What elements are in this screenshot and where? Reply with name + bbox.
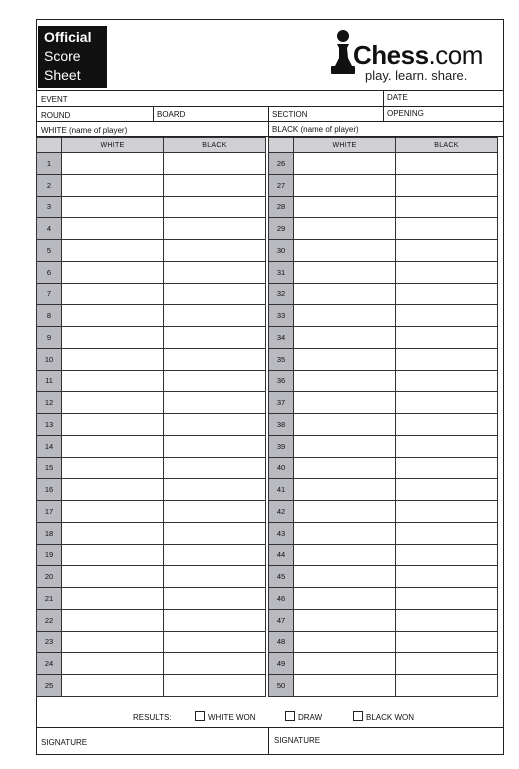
white-move-cell[interactable] — [294, 392, 396, 414]
black-move-cell[interactable] — [396, 435, 498, 457]
white-move-cell[interactable] — [294, 261, 396, 283]
move-number: 7 — [37, 283, 62, 305]
white-move-cell[interactable] — [294, 544, 396, 566]
black-move-cell[interactable] — [396, 457, 498, 479]
move-row — [37, 305, 266, 327]
white-move-cell[interactable] — [62, 218, 164, 240]
white-move-cell[interactable] — [62, 305, 164, 327]
white-move-cell[interactable] — [62, 240, 164, 262]
black-move-cell[interactable] — [164, 174, 266, 196]
move-number: 28 — [269, 196, 294, 218]
move-number: 20 — [37, 566, 62, 588]
draw-checkbox[interactable] — [285, 711, 295, 721]
logo-wordmark — [353, 40, 483, 71]
move-number: 29 — [269, 218, 294, 240]
white-move-cell[interactable] — [294, 283, 396, 305]
white-move-cell[interactable] — [62, 283, 164, 305]
white-move-cell[interactable] — [294, 414, 396, 436]
black-move-cell[interactable] — [164, 348, 266, 370]
logo-tagline: play. learn. share. — [365, 68, 468, 83]
move-number: 50 — [269, 675, 294, 697]
white-move-cell[interactable] — [62, 327, 164, 349]
white-move-cell[interactable] — [62, 479, 164, 501]
black-move-cell[interactable] — [164, 522, 266, 544]
badge-line-3: Sheet — [44, 67, 81, 83]
black-move-cell[interactable] — [396, 392, 498, 414]
black-won-label: BLACK WON — [366, 713, 415, 722]
move-number: 6 — [37, 261, 62, 283]
move-row — [269, 196, 498, 218]
move-row — [269, 327, 498, 349]
black-move-cell[interactable] — [396, 370, 498, 392]
move-number: 12 — [37, 392, 62, 414]
black-won-checkbox[interactable] — [353, 711, 363, 721]
date-field[interactable]: DATE — [387, 93, 408, 102]
move-number: 19 — [37, 544, 62, 566]
move-number: 23 — [37, 631, 62, 653]
move-number: 24 — [37, 653, 62, 675]
white-move-cell[interactable] — [62, 153, 164, 175]
black-move-cell[interactable] — [164, 305, 266, 327]
move-number: 33 — [269, 305, 294, 327]
move-row — [37, 174, 266, 196]
white-move-cell[interactable] — [294, 218, 396, 240]
moves-body-left — [37, 153, 266, 697]
white-move-cell[interactable] — [294, 153, 396, 175]
divider — [37, 106, 503, 107]
black-move-cell[interactable] — [396, 588, 498, 610]
move-row — [269, 392, 498, 414]
move-row — [37, 261, 266, 283]
black-move-cell[interactable] — [164, 457, 266, 479]
moves-table-left — [36, 137, 266, 697]
move-number: 39 — [269, 435, 294, 457]
move-number: 47 — [269, 609, 294, 631]
move-number: 34 — [269, 327, 294, 349]
move-number: 10 — [37, 348, 62, 370]
move-row — [37, 283, 266, 305]
black-move-cell[interactable] — [396, 414, 498, 436]
move-number: 25 — [37, 675, 62, 697]
move-number: 26 — [269, 153, 294, 175]
move-row — [37, 479, 266, 501]
move-number: 31 — [269, 261, 294, 283]
move-row — [37, 544, 266, 566]
black-player-field[interactable]: BLACK (name of player) — [272, 125, 359, 134]
section-field[interactable]: SECTION — [272, 110, 308, 119]
move-row — [269, 414, 498, 436]
white-move-cell[interactable] — [294, 609, 396, 631]
results-row — [37, 707, 503, 728]
move-number: 38 — [269, 414, 294, 436]
signature-left-field[interactable]: SIGNATURE — [41, 738, 88, 747]
black-move-cell[interactable] — [164, 153, 266, 175]
move-number: 27 — [269, 174, 294, 196]
black-move-cell[interactable] — [164, 588, 266, 610]
white-move-cell[interactable] — [294, 348, 396, 370]
black-move-cell[interactable] — [164, 544, 266, 566]
move-number: 4 — [37, 218, 62, 240]
black-move-cell[interactable] — [396, 174, 498, 196]
black-move-cell[interactable] — [164, 327, 266, 349]
move-number: 36 — [269, 370, 294, 392]
move-row — [37, 501, 266, 523]
black-move-cell[interactable] — [396, 218, 498, 240]
divider — [268, 727, 269, 755]
results-label: RESULTS: — [133, 713, 172, 722]
move-number: 32 — [269, 283, 294, 305]
black-move-cell[interactable] — [164, 479, 266, 501]
move-row — [269, 609, 498, 631]
moves-table-right — [268, 137, 498, 697]
white-move-cell[interactable] — [294, 566, 396, 588]
white-move-cell[interactable] — [62, 392, 164, 414]
white-move-cell[interactable] — [294, 196, 396, 218]
white-column-header: WHITE — [62, 138, 164, 153]
move-row — [269, 261, 498, 283]
black-move-cell[interactable] — [396, 501, 498, 523]
header — [37, 20, 503, 91]
move-number: 16 — [37, 479, 62, 501]
logo-brand-main: Chess — [353, 40, 429, 70]
chess-com-logo — [327, 26, 487, 86]
move-number: 30 — [269, 240, 294, 262]
white-move-cell[interactable] — [62, 544, 164, 566]
move-row — [37, 435, 266, 457]
move-number-header — [37, 138, 62, 153]
white-move-cell[interactable] — [62, 653, 164, 675]
move-row — [269, 283, 498, 305]
divider — [268, 106, 269, 137]
move-number: 35 — [269, 348, 294, 370]
white-won-label: WHITE WON — [208, 713, 256, 722]
move-number: 18 — [37, 522, 62, 544]
official-score-sheet-badge — [38, 26, 107, 88]
white-move-cell[interactable] — [294, 305, 396, 327]
move-row — [37, 327, 266, 349]
divider — [383, 90, 384, 121]
move-row — [269, 544, 498, 566]
move-number: 14 — [37, 435, 62, 457]
move-row — [37, 218, 266, 240]
badge-line-2: Score — [44, 48, 81, 64]
black-move-cell[interactable] — [164, 653, 266, 675]
white-move-cell[interactable] — [62, 522, 164, 544]
move-row — [269, 653, 498, 675]
move-row — [269, 457, 498, 479]
black-move-cell[interactable] — [396, 240, 498, 262]
black-move-cell[interactable] — [396, 305, 498, 327]
move-number-header — [269, 138, 294, 153]
move-number: 48 — [269, 631, 294, 653]
black-move-cell[interactable] — [396, 196, 498, 218]
score-sheet — [36, 19, 504, 755]
white-move-cell[interactable] — [62, 196, 164, 218]
move-number: 3 — [37, 196, 62, 218]
move-number: 9 — [37, 327, 62, 349]
move-row — [37, 196, 266, 218]
white-move-cell[interactable] — [62, 631, 164, 653]
black-move-cell[interactable] — [396, 479, 498, 501]
draw-label: DRAW — [298, 713, 323, 722]
move-number: 2 — [37, 174, 62, 196]
black-move-cell[interactable] — [164, 283, 266, 305]
white-move-cell[interactable] — [62, 348, 164, 370]
white-move-cell[interactable] — [294, 653, 396, 675]
move-row — [37, 653, 266, 675]
move-row — [37, 392, 266, 414]
opening-field[interactable]: OPENING — [387, 109, 424, 118]
white-move-cell[interactable] — [294, 522, 396, 544]
move-row — [37, 153, 266, 175]
move-number: 1 — [37, 153, 62, 175]
black-move-cell[interactable] — [396, 283, 498, 305]
black-move-cell[interactable] — [164, 392, 266, 414]
move-row — [269, 588, 498, 610]
white-move-cell[interactable] — [62, 370, 164, 392]
move-row — [269, 435, 498, 457]
white-move-cell[interactable] — [62, 435, 164, 457]
move-number: 5 — [37, 240, 62, 262]
black-column-header: BLACK — [164, 138, 266, 153]
move-number: 8 — [37, 305, 62, 327]
white-move-cell[interactable] — [294, 370, 396, 392]
move-number: 11 — [37, 370, 62, 392]
move-number: 21 — [37, 588, 62, 610]
move-row — [269, 305, 498, 327]
move-row — [37, 348, 266, 370]
white-move-cell[interactable] — [62, 609, 164, 631]
move-row — [269, 240, 498, 262]
white-move-cell[interactable] — [62, 675, 164, 697]
move-number: 13 — [37, 414, 62, 436]
black-move-cell[interactable] — [396, 631, 498, 653]
move-number: 49 — [269, 653, 294, 675]
white-move-cell[interactable] — [294, 435, 396, 457]
black-move-cell[interactable] — [164, 501, 266, 523]
black-move-cell[interactable] — [396, 522, 498, 544]
white-move-cell[interactable] — [62, 261, 164, 283]
black-move-cell[interactable] — [164, 609, 266, 631]
black-move-cell[interactable] — [164, 196, 266, 218]
black-move-cell[interactable] — [164, 218, 266, 240]
black-move-cell[interactable] — [164, 675, 266, 697]
move-row — [269, 566, 498, 588]
black-move-cell[interactable] — [396, 675, 498, 697]
black-move-cell[interactable] — [164, 435, 266, 457]
black-move-cell[interactable] — [396, 653, 498, 675]
black-move-cell[interactable] — [164, 631, 266, 653]
move-number: 46 — [269, 588, 294, 610]
move-row — [37, 414, 266, 436]
move-row — [37, 609, 266, 631]
move-row — [269, 174, 498, 196]
move-number: 15 — [37, 457, 62, 479]
move-row — [37, 566, 266, 588]
event-field[interactable]: EVENT — [41, 95, 68, 104]
white-move-cell[interactable] — [294, 479, 396, 501]
white-column-header: WHITE — [294, 138, 396, 153]
white-move-cell[interactable] — [294, 327, 396, 349]
black-move-cell[interactable] — [396, 153, 498, 175]
move-number: 44 — [269, 544, 294, 566]
white-move-cell[interactable] — [294, 240, 396, 262]
black-move-cell[interactable] — [164, 566, 266, 588]
signature-right-field[interactable]: SIGNATURE — [274, 736, 321, 745]
move-row — [269, 522, 498, 544]
move-number: 22 — [37, 609, 62, 631]
move-row — [37, 457, 266, 479]
black-move-cell[interactable] — [164, 370, 266, 392]
black-column-header: BLACK — [396, 138, 498, 153]
white-move-cell[interactable] — [62, 457, 164, 479]
move-number: 41 — [269, 479, 294, 501]
move-row — [269, 348, 498, 370]
black-move-cell[interactable] — [164, 240, 266, 262]
white-move-cell[interactable] — [294, 174, 396, 196]
move-row — [37, 588, 266, 610]
white-move-cell[interactable] — [62, 414, 164, 436]
black-move-cell[interactable] — [396, 566, 498, 588]
board-field[interactable]: BOARD — [157, 110, 186, 119]
move-row — [269, 153, 498, 175]
white-move-cell[interactable] — [62, 174, 164, 196]
white-move-cell[interactable] — [62, 501, 164, 523]
white-move-cell[interactable] — [62, 588, 164, 610]
white-move-cell[interactable] — [294, 457, 396, 479]
move-row — [269, 370, 498, 392]
badge-line-1: Official — [44, 29, 92, 45]
move-row — [269, 675, 498, 697]
divider — [153, 106, 154, 121]
move-row — [269, 631, 498, 653]
round-field[interactable]: ROUND — [41, 111, 71, 120]
move-number: 43 — [269, 522, 294, 544]
black-move-cell[interactable] — [396, 327, 498, 349]
white-move-cell[interactable] — [294, 501, 396, 523]
white-won-checkbox[interactable] — [195, 711, 205, 721]
white-player-field[interactable]: WHITE (name of player) — [41, 126, 128, 135]
white-move-cell[interactable] — [294, 675, 396, 697]
black-move-cell[interactable] — [164, 261, 266, 283]
move-row — [37, 370, 266, 392]
move-number: 37 — [269, 392, 294, 414]
move-row — [37, 631, 266, 653]
move-row — [269, 218, 498, 240]
white-move-cell[interactable] — [294, 588, 396, 610]
white-move-cell[interactable] — [294, 631, 396, 653]
black-move-cell[interactable] — [396, 544, 498, 566]
logo-brand-tld: .com — [428, 40, 483, 70]
move-row — [269, 501, 498, 523]
move-number: 42 — [269, 501, 294, 523]
move-number: 40 — [269, 457, 294, 479]
divider — [37, 121, 503, 122]
move-number: 17 — [37, 501, 62, 523]
move-row — [269, 479, 498, 501]
move-row — [37, 522, 266, 544]
move-row — [37, 675, 266, 697]
moves-body-right — [269, 153, 498, 697]
black-move-cell[interactable] — [164, 414, 266, 436]
black-move-cell[interactable] — [396, 348, 498, 370]
move-row — [37, 240, 266, 262]
white-move-cell[interactable] — [62, 566, 164, 588]
black-move-cell[interactable] — [396, 261, 498, 283]
black-move-cell[interactable] — [396, 609, 498, 631]
move-number: 45 — [269, 566, 294, 588]
